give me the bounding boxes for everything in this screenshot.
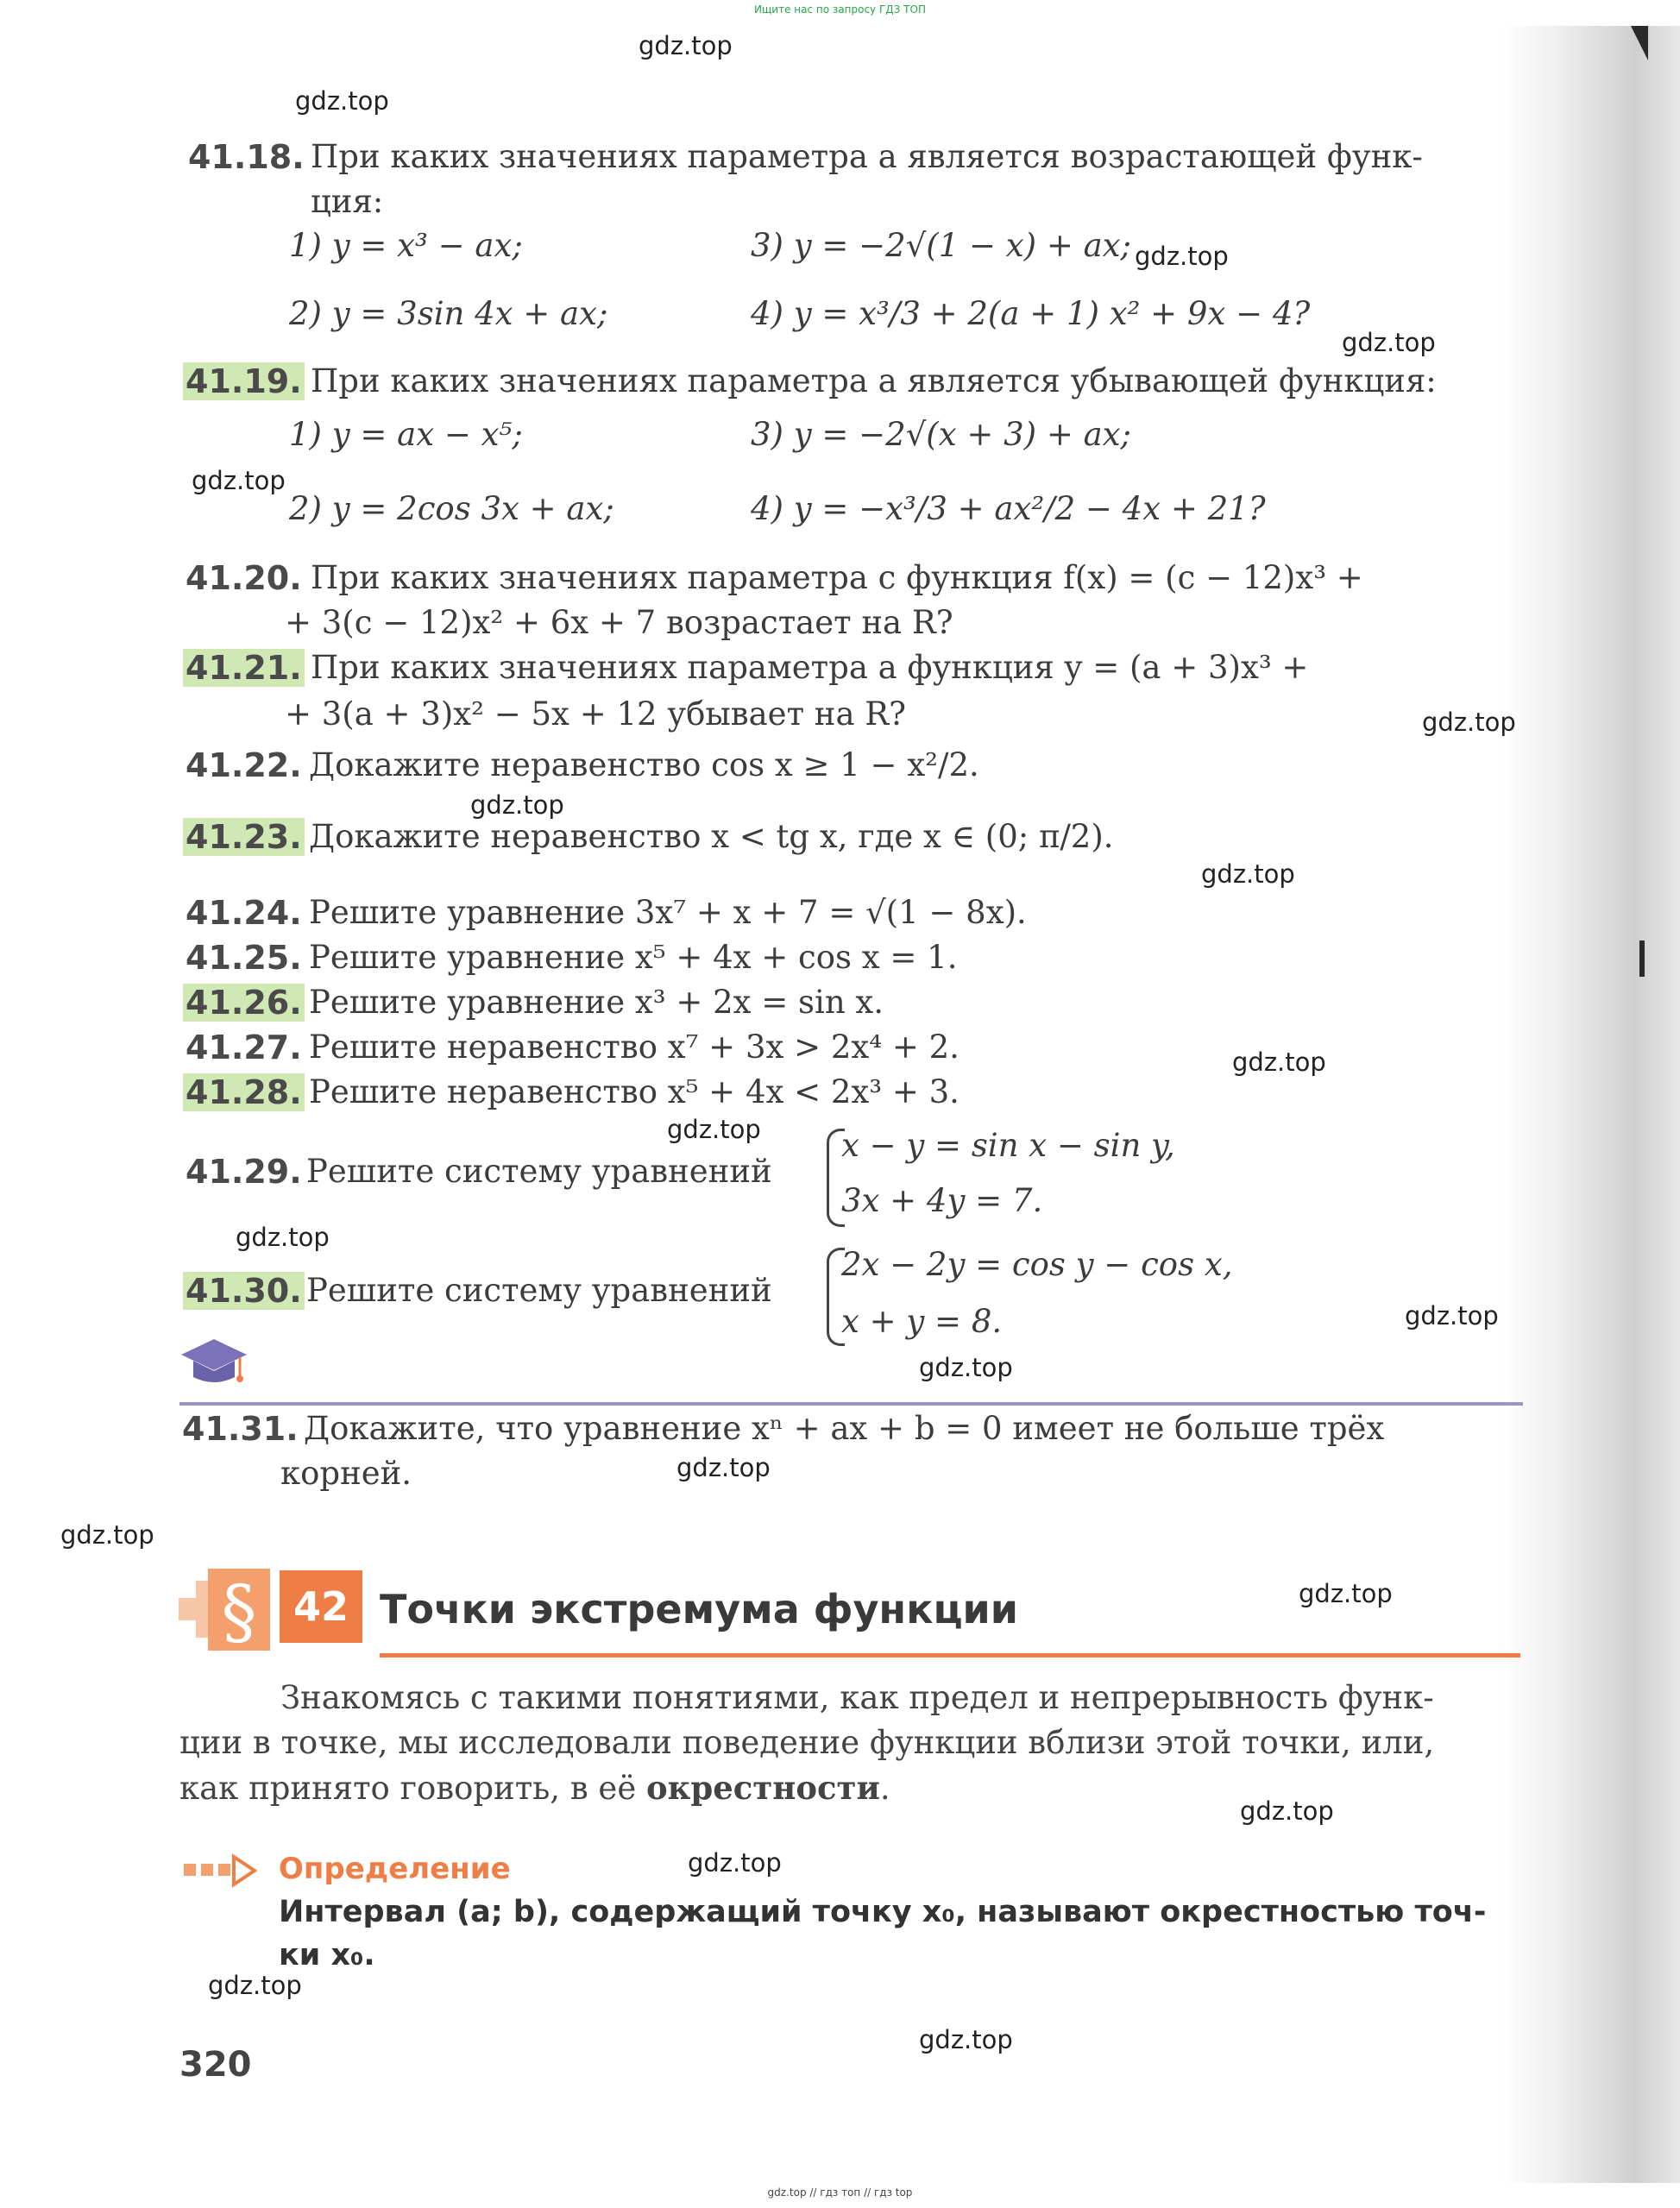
watermark: gdz.top bbox=[639, 31, 733, 60]
exercise-text: Решите систему уравнений bbox=[306, 1272, 772, 1309]
exercise-text: Решите уравнение x³ + 2x = sin x. bbox=[309, 984, 884, 1021]
exercise-number: 41.19. bbox=[183, 362, 305, 400]
definition-text: ки x₀. bbox=[279, 1938, 375, 1972]
exercise-text: Решите систему уравнений bbox=[306, 1153, 772, 1190]
exercise-number: 41.23. bbox=[183, 818, 305, 856]
exercise-text: Решите уравнение x⁵ + 4x + cos x = 1. bbox=[309, 939, 958, 976]
top-note: Ищите нас по запросу ГДЗ ТОП bbox=[754, 3, 926, 16]
paragraph-line bbox=[179, 1769, 890, 1807]
page-number: 320 bbox=[179, 2045, 252, 2085]
system-equation: 2x − 2y = cos y − cos x, bbox=[841, 1246, 1233, 1283]
exercise-text: + 3(c − 12)x² + 6x + 7 возрастает на R? bbox=[285, 604, 953, 641]
section-number: 42 bbox=[280, 1570, 362, 1643]
exercise-number: 41.31. bbox=[182, 1410, 299, 1448]
watermark: gdz.top bbox=[208, 1971, 302, 2000]
exercise-text: ция: bbox=[311, 183, 384, 220]
section-title: Точки экстремума функции bbox=[380, 1586, 1018, 1632]
paragraph-line: Знакомясь с такими понятиями, как предел и непрерывность функ- bbox=[280, 1679, 1434, 1716]
section-symbol: § bbox=[221, 1571, 257, 1651]
page-gutter-shadow bbox=[1501, 26, 1680, 2183]
exercise-text: + 3(a + 3)x² − 5x + 12 убывает на R? bbox=[285, 695, 906, 733]
watermark: gdz.top bbox=[1299, 1579, 1393, 1608]
system-equation: x + y = 8. bbox=[841, 1303, 1003, 1340]
exercise-number: 41.25. bbox=[186, 939, 302, 977]
exercise-number: 41.22. bbox=[186, 746, 302, 784]
page-corner bbox=[1631, 26, 1648, 60]
arrow-right-icon bbox=[184, 1852, 257, 1890]
watermark: gdz.top bbox=[1232, 1047, 1326, 1077]
exercise-text: Докажите неравенство x < tg x, где x ∈ (0; π/2). bbox=[309, 818, 1114, 855]
exercise-number: 41.27. bbox=[186, 1029, 302, 1066]
watermark: gdz.top bbox=[1422, 708, 1516, 737]
bottom-note: gdz.top // гдз топ // гдз top bbox=[767, 2186, 913, 2199]
exercise-number: 41.30. bbox=[183, 1272, 305, 1310]
exercise-item: 2) y = 2cos 3x + ax; bbox=[289, 490, 614, 527]
key-term: окрестности bbox=[645, 1769, 880, 1807]
watermark: gdz.top bbox=[60, 1520, 154, 1550]
paragraph-text: . bbox=[879, 1770, 890, 1807]
exercise-number: 41.20. bbox=[186, 559, 302, 597]
exercise-number: 41.24. bbox=[186, 894, 302, 932]
watermark: gdz.top bbox=[667, 1115, 761, 1144]
exercise-text: Решите неравенство x⁷ + 3x > 2x⁴ + 2. bbox=[309, 1029, 960, 1066]
exercise-item: 3) y = −2√(1 − x) + ax; bbox=[751, 227, 1132, 264]
watermark: gdz.top bbox=[470, 790, 564, 820]
advanced-exercises-rule bbox=[179, 1402, 1523, 1406]
exercise-item: 3) y = −2√(x + 3) + ax; bbox=[751, 416, 1132, 453]
exercise-text: Решите неравенство x⁵ + 4x < 2x³ + 3. bbox=[309, 1073, 960, 1110]
section-title-underline bbox=[380, 1653, 1520, 1658]
system-equation: 3x + 4y = 7. bbox=[841, 1182, 1043, 1219]
exercise-text: Докажите неравенство cos x ≥ 1 − x²/2. bbox=[309, 746, 979, 783]
exercise-text: Докажите, что уравнение xⁿ + ax + b = 0 имеет не больше трёх bbox=[304, 1410, 1385, 1447]
system-equation: x − y = sin x − sin y, bbox=[841, 1127, 1175, 1164]
exercise-item: 4) y = −x³/3 + ax²/2 − 4x + 21? bbox=[751, 490, 1266, 527]
watermark: gdz.top bbox=[1201, 859, 1295, 889]
graduation-cap-icon bbox=[179, 1336, 249, 1392]
exercise-text: При каких значениях параметра a функция y = (a + 3)x³ + bbox=[311, 649, 1309, 686]
exercise-text: Решите уравнение 3x⁷ + x + 7 = √(1 − 8x). bbox=[309, 894, 1027, 931]
exercise-item: 2) y = 3sin 4x + ax; bbox=[289, 295, 608, 332]
paragraph-line: ции в точке, мы исследовали поведение функции вблизи этой точки, или, bbox=[179, 1724, 1435, 1761]
definition-label: Определение bbox=[279, 1852, 511, 1886]
exercise-text: При каких значениях параметра a является возрастающей функ- bbox=[311, 138, 1423, 175]
exercise-number: 41.26. bbox=[183, 984, 305, 1022]
exercise-text: корней. bbox=[280, 1455, 412, 1492]
exercise-text: При каких значениях параметра c функция f(x) = (c − 12)x³ + bbox=[311, 559, 1363, 596]
watermark: gdz.top bbox=[236, 1223, 330, 1252]
watermark: gdz.top bbox=[1240, 1796, 1334, 1826]
exercise-item: 1) y = x³ − ax; bbox=[289, 227, 523, 264]
watermark: gdz.top bbox=[192, 466, 286, 495]
exercise-item: 4) y = x³/3 + 2(a + 1) x² + 9x − 4? bbox=[751, 295, 1311, 332]
binding-mark bbox=[1639, 940, 1645, 977]
watermark: gdz.top bbox=[919, 2025, 1013, 2054]
exercise-text: При каких значениях параметра a является убывающей функция: bbox=[311, 362, 1437, 399]
watermark: gdz.top bbox=[1135, 242, 1229, 271]
exercise-item: 1) y = ax − x⁵; bbox=[289, 416, 523, 453]
paragraph-text: как принято говорить, в её bbox=[179, 1770, 646, 1807]
watermark: gdz.top bbox=[1342, 328, 1436, 357]
exercise-number: 41.21. bbox=[183, 649, 305, 687]
exercise-number: 41.28. bbox=[183, 1073, 305, 1111]
watermark: gdz.top bbox=[295, 86, 389, 116]
definition-text: Интервал (a; b), содержащий точку x₀, называют окрестностью точ- bbox=[279, 1895, 1487, 1929]
watermark: gdz.top bbox=[676, 1453, 771, 1482]
watermark: gdz.top bbox=[1405, 1301, 1499, 1330]
section-icon bbox=[177, 1569, 272, 1651]
exercise-number: 41.29. bbox=[186, 1153, 302, 1191]
watermark: gdz.top bbox=[688, 1848, 782, 1878]
exercise-number: 41.18. bbox=[188, 138, 305, 176]
watermark: gdz.top bbox=[919, 1353, 1013, 1382]
